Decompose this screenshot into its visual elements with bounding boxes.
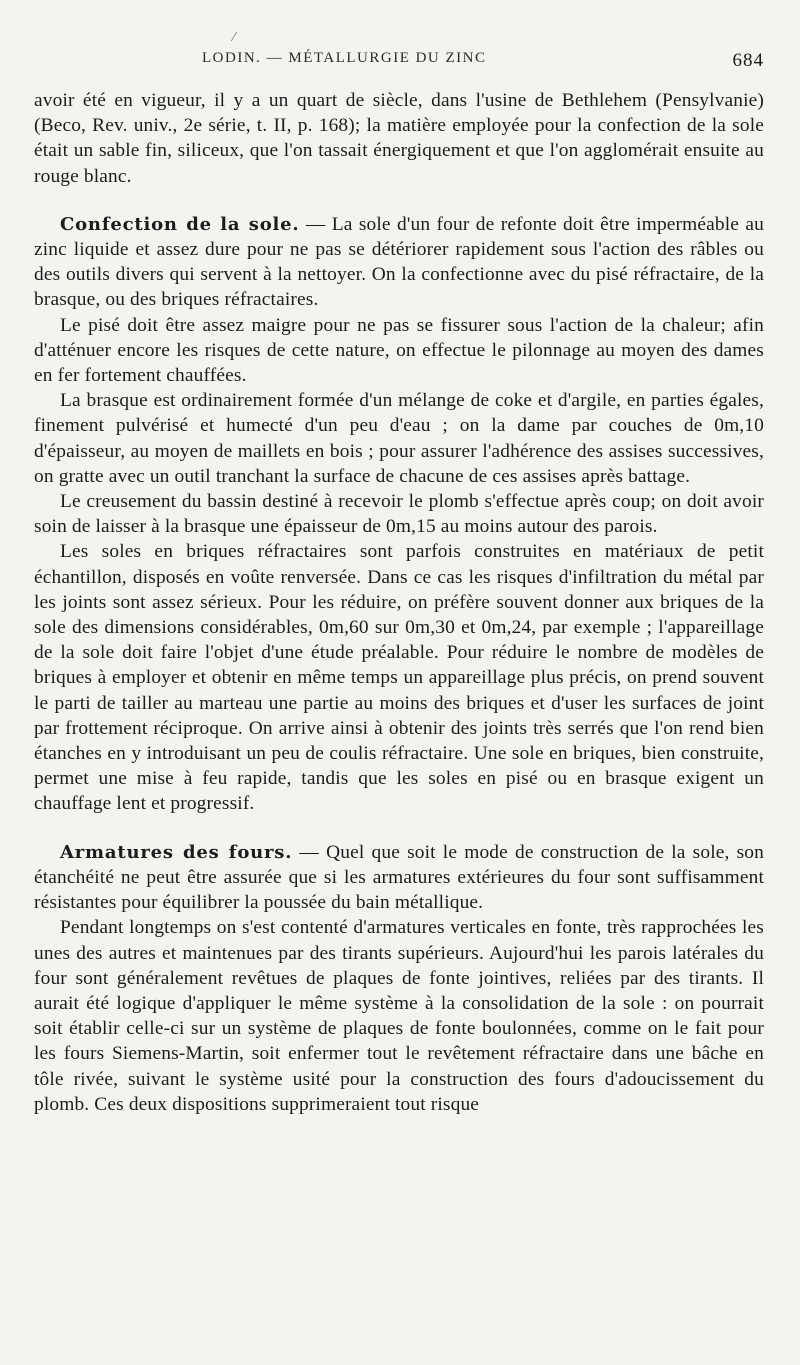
paragraph-brasque: La brasque est ordinairement formée d'un mélange de coke et d'argile, en parties égales, finement pulvérisé et humecté d'un peu d'eau ; on la dame par couches de 0m,10 d'épaisseur, au moyen de maillets en bois ; pour assurer l'adhérence des assises successives, on gratte avec un outil tranchant la surface de chacune de ces assises après battage. <box>34 390 764 487</box>
ink-mark: ⁄ <box>233 30 236 44</box>
paragraph-armatures: Pendant longtemps on s'est contenté d'armatures verticales en fonte, très rapprochées les unes des autres et maintenues par des tirants supérieurs. Aujourd'hui les parois latérales du four sont généralement revêtues de plaques de fonte jointives, reliées par des tirants. Il aurait été logique d'appliquer le même système à la consolidation de la sole : on pourrait soit établir celle-ci sur un système de plaques de fonte boulonnées, comme on le fait pour les fours Siemens-Martin, soit enfermer tout le revêtement réfractaire dans une bâche en tôle rivée, suivant le système usité pour la construction des fours d'adoucissement du plomb. Ces deux dispositions supprimeraient tout risque <box>34 917 764 1115</box>
running-title: LODIN. — MÉTALLURGIE DU ZINC <box>202 50 487 66</box>
paragraph-pise: Le pisé doit être assez maigre pour ne pas se fissurer sous l'action de la chaleur; afin d'atténuer encore les risques de cette nature, on effectue le pilonnage au moyen des dames en fer fortement chauffées. <box>34 314 764 387</box>
section-text: — Quel que soit le mode de construction de la sole, son étanchéité ne peut être assurée que si les armatures extérieures du four sont suffisamment résistantes pour équilibrer la poussée du bain métallique. <box>34 841 764 914</box>
paragraph-creusement: Le creusement du bassin destiné à recevoir le plomb s'effectue après coup; on doit avoir soin de laisser à la brasque une épaisseur de 0m,15 au moins autour des parois. <box>34 491 764 538</box>
page-number: 684 <box>732 50 764 71</box>
paragraph-intro: avoir été en vigueur, il y a un quart de siècle, dans l'usine de Bethlehem (Pensylvanie) (Beco, Rev. univ., 2e série, t. II, p. 168); la matière employée pour la confection de la sole était un sable fin, siliceux, que l'on tassait énergiquement et que l'on agglomérait ensuite au rouge blanc. <box>34 90 764 187</box>
section-heading: Confection de la sole. <box>60 213 300 235</box>
section-armatures-des-fours <box>34 840 764 916</box>
page-header <box>34 50 764 80</box>
section-confection-de-la-sole <box>34 212 764 313</box>
body-text <box>34 88 764 1117</box>
section-text: — La sole d'un four de refonte doit être imperméable au zinc liquide et assez dure pour ne pas se détériorer rapidement sous l'action des râbles ou des outils divers qui servent à la nettoyer. On la confectionne avec du pisé réfractaire, de la brasque, ou des briques réfractaires. <box>34 213 764 311</box>
section-heading: Armatures des fours. <box>60 841 293 863</box>
paragraph-soles-en-briques: Les soles en briques réfractaires sont parfois construites en matériaux de petit échantillon, disposés en voûte renversée. Dans ce cas les risques d'infiltration du métal par les joints sont assez sérieux. Pour les réduire, on préfère souvent donner aux briques de la sole des dimensions considérables, 0m,60 sur 0m,30 et 0m,24, par exemple ; l'appareillage de la sole doit faire l'objet d'une étude préalable. Pour réduire le nombre de modèles de briques à employer et obtenir en même temps un appareillage plus précis, on prend souvent le parti de tailler au marteau une partie au moins des briques et d'user les surfaces de joint par frottement réciproque. On arrive ainsi à obtenir des joints très serrés que l'on rend bien étanches en y introduisant un peu de coulis réfractaire. Une sole en briques, bien construite, permet une mise à feu rapide, tandis que les soles en pisé ou en brasque exigent un chauffage lent et progressif. <box>34 541 764 815</box>
